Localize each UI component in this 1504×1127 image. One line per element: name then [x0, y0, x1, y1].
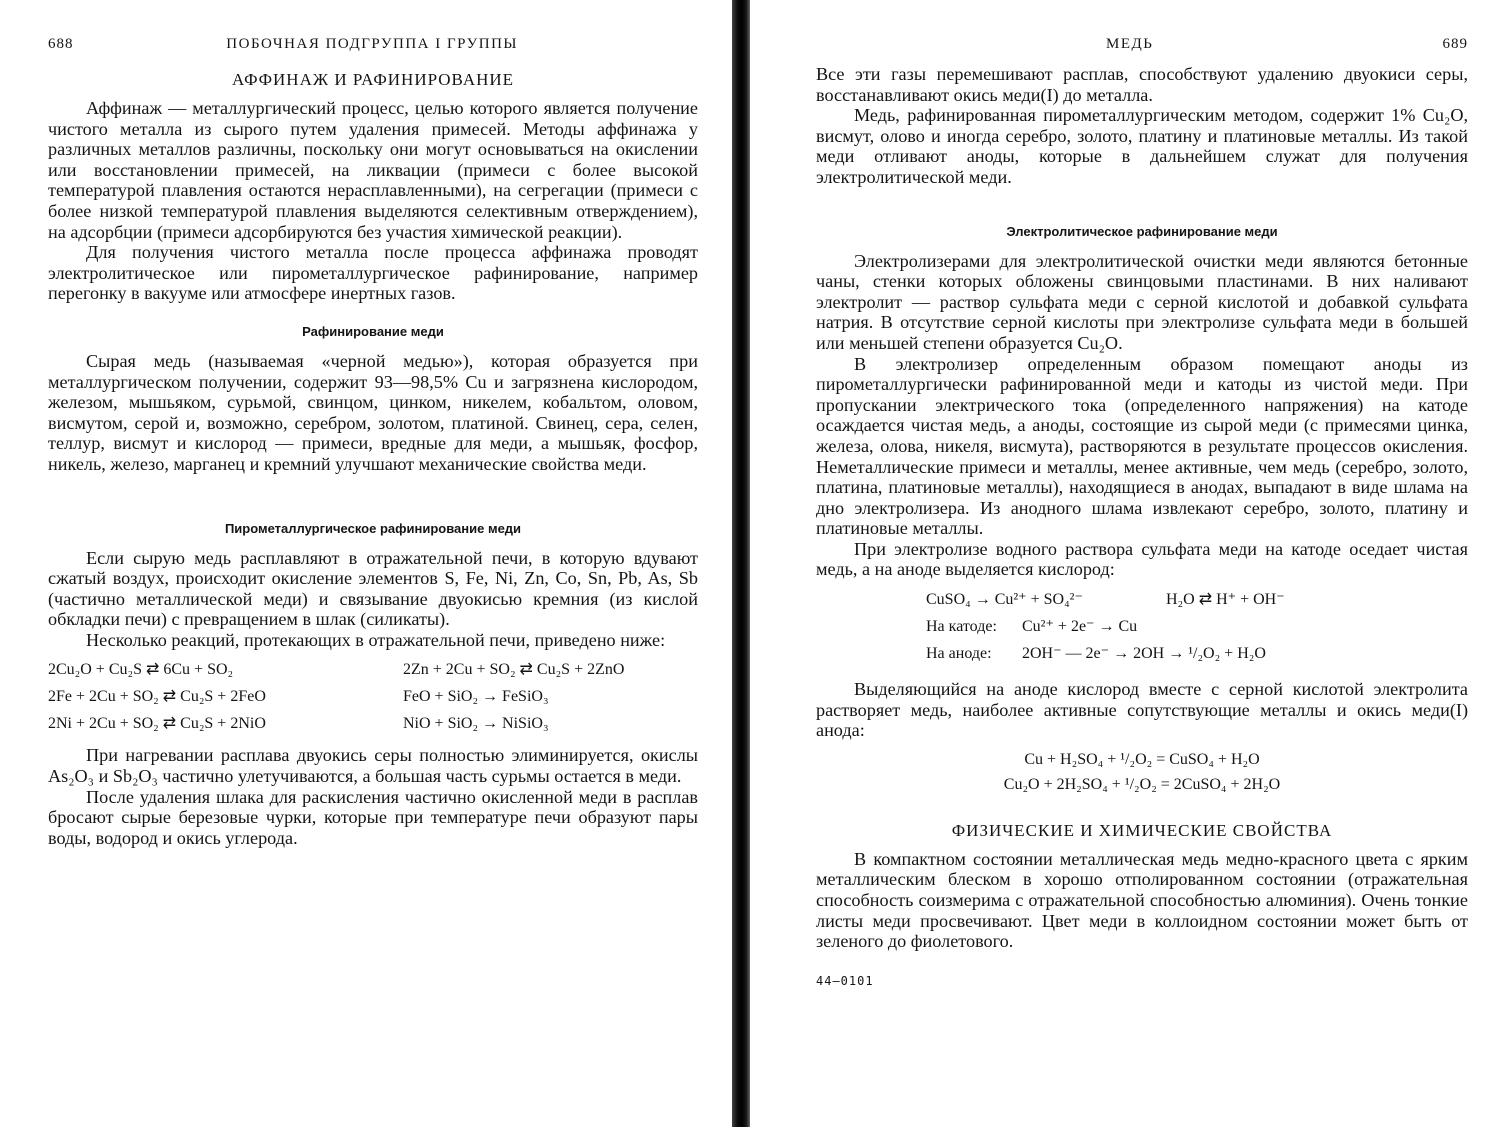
running-head-right	[816, 36, 1468, 58]
reaction-equations	[48, 656, 698, 737]
subheading-pyrometallurgical: Пирометаллургическое рафинирование меди	[224, 520, 522, 536]
paragraph: Для получения чистого металла после процесса аффинажа проводят электролитическое или пирометаллургическое рафинирование, например перегонку в вакууме или атмосфере инертных газов.	[48, 242, 698, 304]
paragraph: В компактном состоянии металлическая медь медно-красного цвета с ярким металлическим блеском в хорошо отполированном состоянии (отражательная способность соизмерима с отражательной способностью алюминия). Очень тонкие листы меди просвечивают. Цвет меди в коллоидном состоянии может быть от зеленого до фиолетового.	[816, 848, 1468, 952]
equation: 2Ni + 2Cu + SO₂ ⇄ Cu₂S + 2NiO	[48, 715, 266, 733]
section-heading-refining: АФФИНАЖ И РАФИНИРОВАНИЕ	[231, 70, 515, 89]
book-spine	[732, 0, 750, 1127]
anode-label: На аноде:	[926, 645, 992, 663]
paragraph: Если сырую медь расплавляют в отражательной печи, в которую вдувают сжатый воздух, происходит окисление элементов S, Fe, Ni, Zn, Co, Sn, Pb, As, Sb (частично металлической меди) и связывание двуокисью кремния (из кислой обкладки печи) с превращением в шлак (силикаты).	[48, 547, 698, 630]
equation: CuSO₄ → Cu²⁺ + SO₄²⁻	[926, 591, 1083, 609]
equation: 2Fe + 2Cu + SO₂ ⇄ Cu₂S + 2FeO	[48, 688, 266, 706]
equation: 2Zn + 2Cu + SO₂ ⇄ Cu₂S + 2ZnO	[403, 661, 625, 679]
equation: 2OH⁻ — 2e⁻ → 2OH → ¹/₂O₂ + H₂O	[1022, 645, 1266, 663]
running-title-left: ПОБОЧНАЯ ПОДГРУППА I ГРУППЫ	[226, 36, 518, 52]
section-heading-properties: ФИЗИЧЕСКИЕ И ХИМИЧЕСКИЕ СВОЙСТВА	[951, 820, 1333, 840]
right-page	[752, 0, 1504, 1127]
running-title-right: МЕДЬ	[1106, 36, 1154, 52]
paragraph: При электролизе водного раствора сульфата меди на катоде оседает чистая медь, а на аноде выделяется кислород:	[816, 538, 1468, 580]
cathode-label: На катоде:	[926, 618, 997, 636]
electrolysis-equations	[926, 586, 1468, 667]
dissolution-equations	[816, 747, 1468, 797]
equation: Cu₂O + 2H₂SO₄ + ¹/₂O₂ = 2CuSO₄ + 2H₂O	[1003, 775, 1281, 793]
paragraph: Выделяющийся на аноде кислород вместе с серной кислотой электролита растворяет медь, наиболее активные сопутствующие металлы и окись меди(I) анода:	[816, 679, 1468, 741]
paragraph: Все эти газы перемешивают расплав, способствуют удалению двуокиси серы, восстанавливают окись меди(I) до металла.	[816, 64, 1468, 105]
equation: NiO + SiO₂ → NiSiO₃	[403, 715, 549, 733]
equation: Cu²⁺ + 2e⁻ → Cu	[1022, 618, 1138, 636]
equation: Cu + H₂SO₄ + ¹/₂O₂ = CuSO₄ + H₂O	[1024, 750, 1260, 768]
equation: FeO + SiO₂ → FeSiO₃	[403, 688, 549, 706]
paragraph: В электролизер определенным образом помещают аноды из пирометаллургически рафинированной меди и катоды из чистой меди. При пропускании электрического тока (определенного напряжения) на катоде осаждается чистая медь, а аноды, состоящие из сырой меди (с примесями цинка, железа, олова, никеля, висмута), растворяются в результате процессов окисления. Неметаллические примеси и металлы, менее активные, чем медь (серебро, золото, платина, платиновые металлы), находящиеся в анодах, выпадают в виде шлама на дно электролизера. Из анодного шлама извлекают серебро, золото, платину и платиновые металлы.	[816, 353, 1468, 539]
subheading-copper-refining: Рафинирование меди	[302, 323, 444, 339]
subheading-electrolytic: Электролитическое рафинирование меди	[1006, 223, 1278, 239]
equation: 2Cu₂O + Cu₂S ⇄ 6Cu + SO₂	[48, 661, 234, 679]
paragraph: Медь, рафинированная пирометаллургическим методом, содержит 1% Cu₂O, висмут, олово и иногда серебро, золото, платину и платиновые металлы. Из такой меди отливают аноды, которые в дальнейшем служат для получения электролитической меди.	[816, 105, 1468, 187]
signature-code: 44—0101	[816, 973, 874, 988]
paragraph: После удаления шлака для раскисления частично окисленной меди в расплав бросают сырые березовые чурки, которые при температуре печи образуют пары воды, водород и окись углерода.	[48, 786, 698, 848]
page-number-left: 688	[48, 36, 74, 52]
paragraph: При нагревании расплава двуокись серы полностью элиминируется, окислы As₂O₃ и Sb₂O₃ частично улетучиваются, а большая часть сурьмы остается в меди.	[48, 745, 698, 787]
left-page	[0, 0, 728, 1127]
paragraph: Аффинаж — металлургический процесс, целью которого является получение чистого металла из сырого путем удаления примесей. Методы аффинажа у различных металлов различны, поскольку они могут основываться на окислении или восстановлении примесей, на ликвации (примеси с более высокой температурой плавления остаются нерасплавленными), на сегрегации (примеси с более низкой температурой плавления выделяются селективным отверждением), на адсорбции (примеси адсорбируются без участия химической реакции).	[48, 98, 698, 242]
paragraph: Несколько реакций, протекающих в отражательной печи, приведено ниже:	[86, 629, 666, 650]
equation: H₂O ⇄ H⁺ + OH⁻	[1166, 591, 1285, 609]
paragraph: Сырая медь (называемая «черной медью»), которая образуется при металлургическом получении, содержит 93—98,5% Cu и загрязнена кислородом, железом, мышьяком, сурьмой, свинцом, цинком, никелем, кобальтом, оловом, висмутом, серой и, возможно, серебром, золотом, платиной. Свинец, сера, селен, теллур, висмут и кислород — примеси, вредные для меди, а мышьяк, фосфор, никель, железо, марганец и кремний улучшают механические свойства меди.	[48, 350, 698, 474]
paragraph: Электролизерами для электролитической очистки меди являются бетонные чаны, стенки которых обложены свинцовыми пластинами. В них наливают электролит — раствор сульфата меди с серной кислотой и добавкой сульфата натрия. В отсутствие серной кислоты при электролизе сульфата меди в большей или меньшей степени образуется Cu₂O.	[816, 250, 1468, 353]
page-number-right: 689	[1442, 36, 1468, 52]
running-head-left	[48, 36, 698, 58]
